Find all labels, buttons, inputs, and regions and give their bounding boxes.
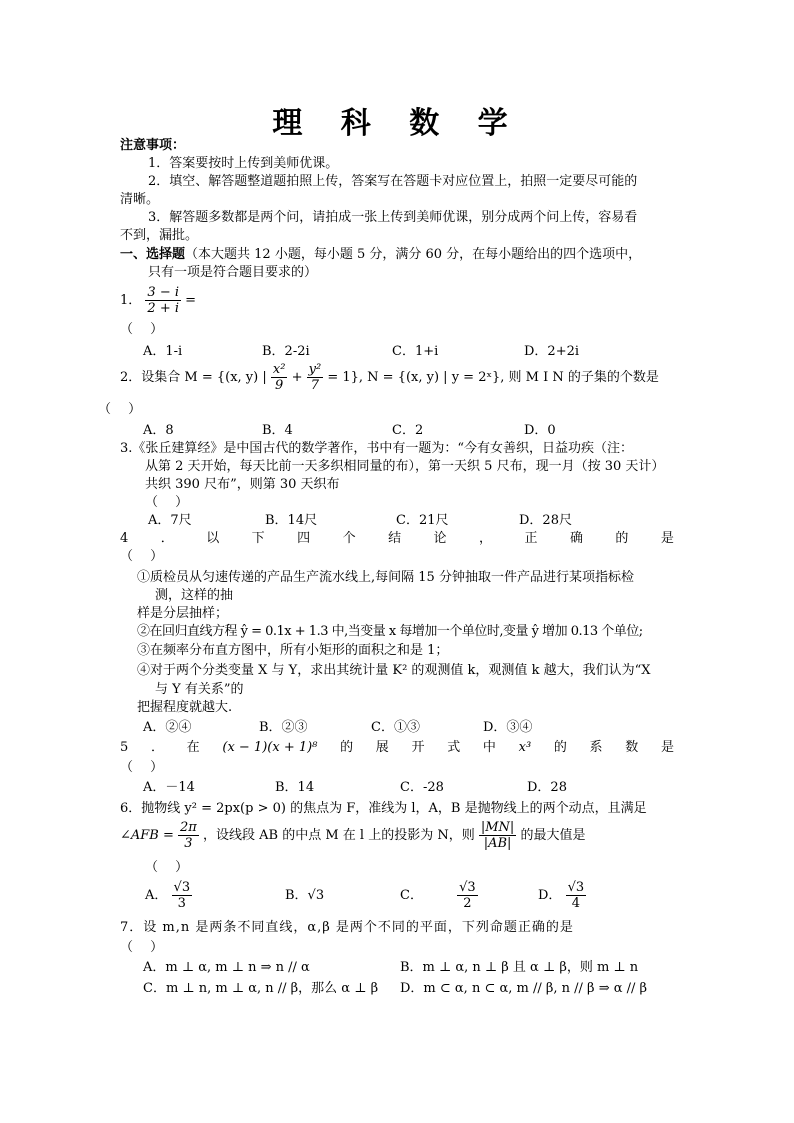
q1-option-d: D．2+2i (524, 344, 580, 359)
q2-answer-paren: （ ） (98, 402, 142, 417)
q3-answer-paren: （ ） (145, 495, 189, 510)
q7-option-b: B．m ⊥ α, n ⊥ β 且 α ⊥ β，则 m ⊥ n (400, 960, 639, 975)
page-title: 理 科 数 学 (272, 106, 522, 141)
notice-item-1: 1．答案要按时上传到美师优课。 (148, 156, 339, 171)
q4-statement-4-end: 把握程度就越大. (137, 700, 233, 715)
notice-item-3: 3．解答题多数都是两个问，请拍成一张上传到美师优课，别分成两个问上传，容易看 (148, 210, 638, 225)
q3-option-b: B．14尺 (265, 513, 318, 528)
q4-statement-2: ②在回归直线方程 ŷ = 0.1x + 1.3 中,当变量 x 每增加一个单位时,变量 ŷ 增加 0.13 个单位; (137, 624, 643, 639)
question-3-line-3: 共织 390 尺布”，则第 30 天织布 (145, 477, 340, 492)
q4-option-d: D．③④ (483, 720, 533, 735)
q1-option-a: A．1-i (143, 344, 183, 359)
q2-option-c: C．2 (392, 423, 424, 438)
question-5-stem: 5 ． 在 (x − 1)(x + 1)⁸ 的 展 开 式 中 x³ 的 系 数 是 (120, 740, 674, 755)
notice-heading: 注意事项： (120, 138, 186, 153)
q7-answer-paren: （ ） (120, 940, 164, 955)
q2-option-d: D．0 (524, 423, 556, 438)
q3-option-c: C．21尺 (396, 513, 449, 528)
q3-option-d: D．28尺 (519, 513, 572, 528)
q6-option-a: A． $\frac{√3}{3}$ (145, 880, 191, 911)
q4-option-c: C．①③ (371, 720, 420, 735)
q6-option-d: D． $\frac{√3}{4}$ (538, 880, 585, 911)
question-6-line-2: ∠AFB = $\frac{2\pi}{3}$ ，设线段 AB 的中点 M 在 l 上的投影为 N，则 $\frac{|MN|}{|AB|}$ 的最大值是 (120, 820, 586, 851)
q6-option-c: C． $\frac{√3}{2}$ (400, 880, 476, 911)
question-7-stem: 7．设 m,n 是两条不同直线，α,β 是两个不同的平面，下列命题正确的是 (120, 920, 574, 935)
question-3-line-2: 从第 2 天开始，每天比前一天多织相同量的布），第一天织 5 尺布，现一月（按 30 天计） (145, 459, 665, 474)
q7-option-a: A．m ⊥ α, m ⊥ n ⇒ n // α (143, 960, 310, 975)
q5-answer-paren: （ ） (120, 760, 164, 775)
q4-option-b: B．②③ (259, 720, 308, 735)
q7-option-d: D．m ⊂ α, n ⊂ α, m // β, n // β ⇒ α // β (400, 981, 648, 996)
q4-option-a: A．②④ (143, 720, 192, 735)
q3-option-a: A．7尺 (148, 513, 192, 528)
q5-option-d: D．28 (527, 780, 567, 795)
question-2: 2．设集合 M = {(x, y) | $\frac{\text{x²}}{9}$ + $\frac{\text{y²}}{7}$ = 1}, N = {(x, y) | y = 2ˣ}, 则 M I N 的子集的个数是 (120, 362, 659, 393)
q1-option-b: B．2-2i (262, 344, 310, 359)
section-heading (120, 247, 641, 263)
section-label: 一、选择题 (120, 247, 186, 262)
q6-answer-paren: （ ） (145, 860, 189, 875)
notice-item-3-cont: 不到，漏批。 (120, 228, 199, 243)
notice-item-2: 2．填空、解答题整道题拍照上传，答案写在答题卡对应位置上，拍照一定要尽可能的 (148, 174, 638, 189)
q4-statement-4-cont: 与 Y 有关系”的 (155, 682, 244, 697)
question-6-line-1: 6．抛物线 y² = 2px(p > 0) 的焦点为 F，准线为 l，A，B 是抛物线上的两个动点，且满足 (120, 801, 647, 816)
q1-answer-paren: （ ） (120, 322, 164, 337)
q5-option-c: C．-28 (400, 780, 444, 795)
question-4-stem: 4 ． 以 下 四 个 结 论 ， 正 确 的 是 (120, 531, 674, 546)
q2-option-b: B．4 (262, 423, 293, 438)
q1-fraction: $\frac{3 - i}{2 + i}$ (147, 285, 180, 316)
question-3-line-1: 3.《张丘建算经》是中国古代的数学著作，书中有一题为：“今有女善织，日益功疾（注： (120, 441, 634, 456)
q4-answer-paren: （ ） (120, 549, 164, 564)
q7-option-c: C．m ⊥ n, m ⊥ α, n // β，那么 α ⊥ β (143, 981, 379, 996)
q4-statement-1: ①质检员从匀速传递的产品生产流水线上,每间隔 15 分钟抽取一件产品进行某项指标检 (137, 570, 634, 585)
q5-option-b: B．14 (275, 780, 315, 795)
q4-statement-1-cont: 测，这样的抽 (155, 588, 234, 603)
question-1: 1． $\frac{3 - i}{2 + i}$ = (120, 285, 197, 316)
section-desc-cont: 只有一项是符合题目要求的） (148, 265, 318, 280)
notice-item-2-cont: 清晰。 (120, 192, 160, 207)
q1-option-c: C．1+i (392, 344, 439, 359)
q5-option-a: A．－14 (143, 780, 195, 795)
q4-statement-4: ④对于两个分类变量 X 与 Y，求出其统计量 K² 的观测值 k，观测值 k 越大，我们认为“X (137, 663, 651, 678)
section-desc: （本大题共 12 小题，每小题 5 分，满分 60 分，在每小题给出的四个选项中， (185, 247, 642, 262)
q4-statement-1-end: 样是分层抽样； (137, 606, 229, 621)
q4-statement-3: ③在频率分布直方图中，所有小矩形的面积之和是 1； (137, 643, 449, 658)
q2-option-a: A．8 (143, 423, 174, 438)
q6-option-b: B．√3 (285, 888, 325, 903)
